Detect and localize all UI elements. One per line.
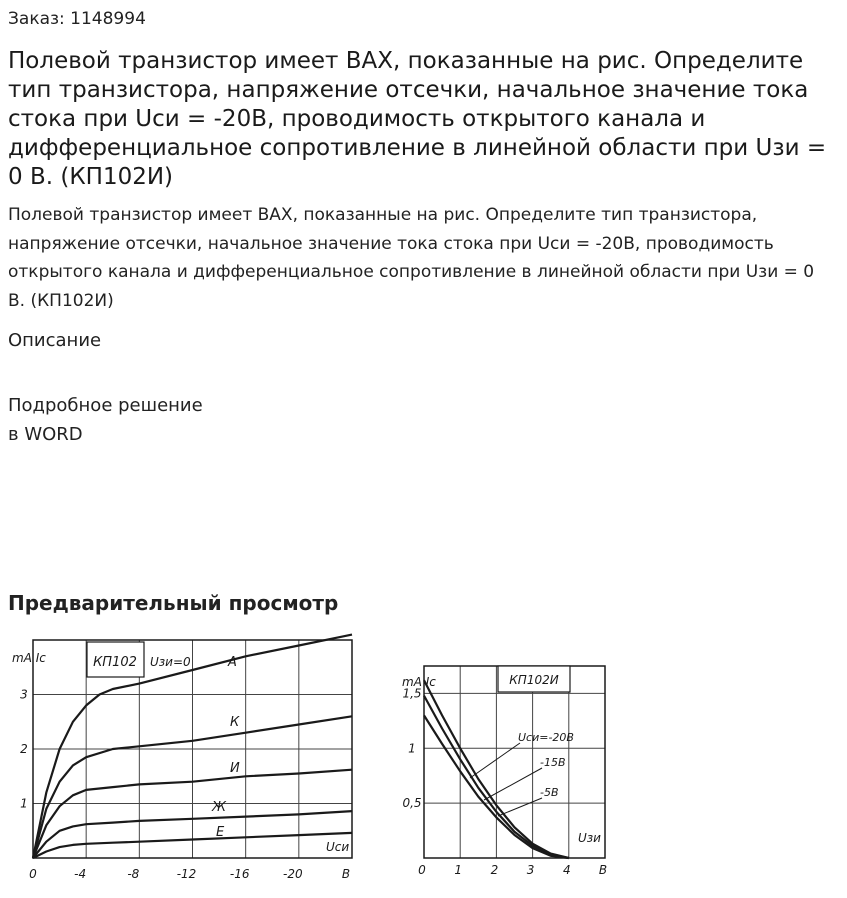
- chart2-xtick-3: 3: [526, 863, 535, 877]
- chart2-leader-1: [484, 768, 542, 800]
- chart2-xtick-4: 4: [562, 863, 571, 877]
- chart1-annotation: Uзи=0: [150, 655, 191, 669]
- chart1-xtick-3: -12: [176, 867, 197, 881]
- chart1-series-label-3: Ж: [212, 800, 227, 815]
- preview-heading: Предварительный просмотр: [8, 591, 339, 615]
- chart2-ylabel: mA Ic: [402, 675, 436, 689]
- vax-charts-svg: [0, 630, 847, 898]
- chart1-ytick-0: 1: [20, 796, 28, 811]
- chart2-xlabel: Uзи: [578, 831, 601, 845]
- solution-line-2: в WORD: [8, 423, 83, 445]
- chart2-series-label-2: -5В: [540, 786, 559, 799]
- chart2-series-label-1: -15В: [540, 756, 566, 769]
- chart1-series-label-1: К: [230, 715, 240, 730]
- chart1-series-label-2: И: [230, 761, 240, 776]
- chart2-ytick-0: 0,5: [402, 796, 422, 811]
- chart1-xtick-0: 0: [29, 867, 37, 881]
- chart1-ytick-2: 3: [20, 687, 28, 702]
- chart1-xtick-5: -20: [283, 867, 303, 881]
- chart1-xtick-1: -4: [74, 867, 87, 881]
- chart1-xtick-6: В: [341, 867, 351, 881]
- solution-info: [8, 392, 203, 449]
- chart1-ylabel: mA Ic: [12, 651, 46, 665]
- order-number: Заказ: 1148994: [8, 9, 146, 29]
- chart1-xlabel: Uси: [326, 840, 350, 854]
- chart2-xtick-2: 2: [490, 863, 499, 877]
- chart2-ytick-1: 1: [408, 741, 416, 756]
- task-title: Полевой транзистор имеет ВАХ, показанные на рис. Определите тип транзистора, напряжение отсечки, начальное значение тока стока при Uси = -20В, проводимость открытого канала и дифференциальное сопротивление в линейной области при Uзи = 0 В. (КП102И): [8, 48, 827, 190]
- solution-line-1: Подробное решение: [8, 395, 203, 416]
- chart1-xtick-2: -8: [127, 867, 140, 881]
- chart1-title: КП102: [93, 655, 137, 670]
- chart2-title: КП102И: [509, 673, 559, 687]
- preview-figure: [0, 630, 847, 898]
- chart2-xtick-1: 1: [454, 863, 463, 877]
- chart1-series-label-0: А: [228, 655, 237, 670]
- description-label: Описание: [8, 330, 102, 351]
- chart2-xtick-5: В: [598, 863, 608, 877]
- chart2-leader-2: [498, 798, 542, 816]
- chart2-frame: [424, 666, 605, 858]
- chart2-xtick-0: 0: [418, 863, 426, 877]
- task-text: Полевой транзистор имеет ВАХ, показанные на рис. Определите тип транзистора, напряжение отсечки, начальное значение тока стока при Uси = -20В, проводимость открытого канала и дифференциальное сопротивление в линейной области при Uзи = 0 В. (КП102И): [8, 205, 815, 311]
- chart1-series-label-4: Е: [216, 825, 225, 840]
- chart1-xtick-4: -16: [229, 867, 250, 881]
- chart1-ytick-1: 2: [20, 742, 28, 756]
- chart2-series-label-0: Uси=-20В: [518, 731, 574, 744]
- chart2-ytick-2: 1,5: [402, 686, 422, 701]
